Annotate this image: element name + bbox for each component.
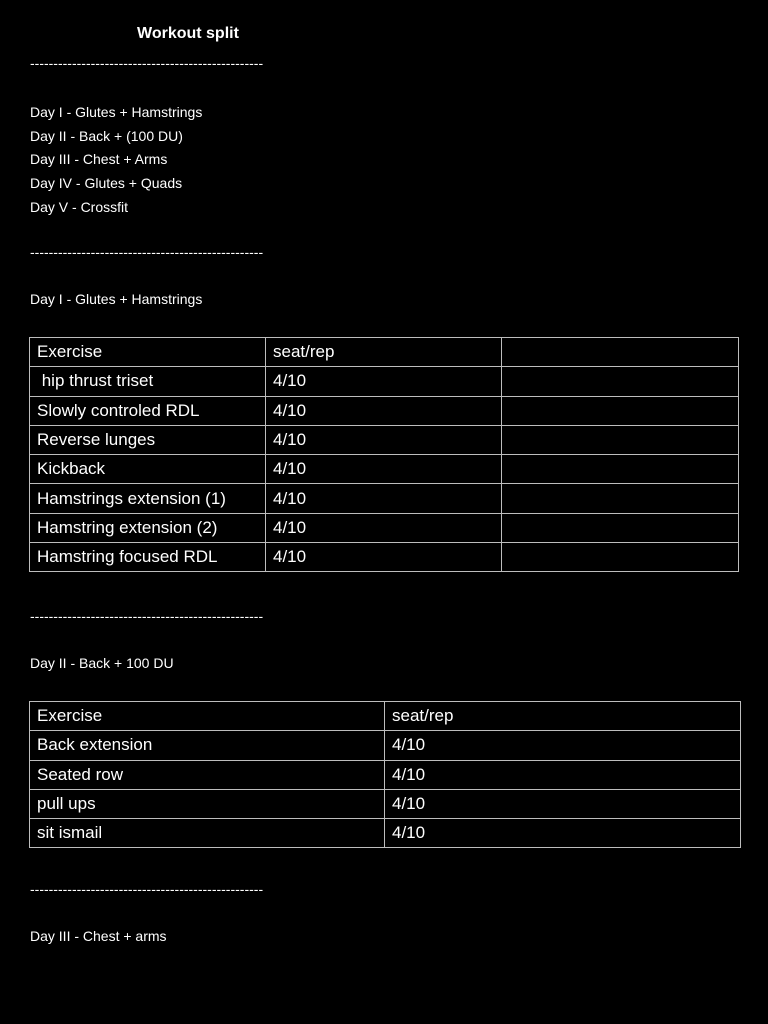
table-cell: 4/10 bbox=[385, 731, 741, 760]
split-list-item: Day IV - Glutes + Quads bbox=[30, 175, 183, 192]
table-header-row bbox=[30, 702, 741, 731]
table-cell: Hamstring focused RDL bbox=[30, 543, 266, 572]
day2-heading: Day II - Back + 100 DU bbox=[30, 655, 174, 671]
table-row bbox=[30, 367, 739, 396]
table-cell: Reverse lunges bbox=[30, 425, 266, 454]
table-cell bbox=[502, 543, 739, 572]
day1-heading: Day I - Glutes + Hamstrings bbox=[30, 291, 203, 307]
table-row bbox=[30, 543, 739, 572]
table-cell bbox=[502, 367, 739, 396]
table-cell: 4/10 bbox=[266, 425, 502, 454]
table-cell: Slowly controled RDL bbox=[30, 396, 266, 425]
divider-4: -------------------------------------------------- bbox=[30, 881, 264, 897]
table-row bbox=[30, 731, 741, 760]
day2-table bbox=[29, 701, 741, 848]
table-cell: Kickback bbox=[30, 455, 266, 484]
table-row bbox=[30, 396, 739, 425]
split-list-item: Day III - Chest + Arms bbox=[30, 151, 168, 168]
table-header-cell: Exercise bbox=[30, 338, 266, 367]
table-cell bbox=[502, 396, 739, 425]
table-cell: 4/10 bbox=[266, 455, 502, 484]
split-list-item: Day V - Crossfit bbox=[30, 198, 129, 215]
table-cell: 4/10 bbox=[266, 543, 502, 572]
table-row bbox=[30, 819, 741, 848]
table-cell: 4/10 bbox=[385, 819, 741, 848]
table-cell: 4/10 bbox=[266, 513, 502, 542]
table-cell: 4/10 bbox=[266, 484, 502, 513]
table-cell: pull ups bbox=[30, 789, 385, 818]
table-row bbox=[30, 789, 741, 818]
divider-2: -------------------------------------------------- bbox=[30, 244, 264, 260]
table-row bbox=[30, 425, 739, 454]
table-header-cell: Exercise bbox=[30, 702, 385, 731]
document-title: Workout split bbox=[137, 25, 239, 42]
table-cell bbox=[502, 425, 739, 454]
table-cell: 4/10 bbox=[266, 367, 502, 396]
table-cell: 4/10 bbox=[266, 396, 502, 425]
table-cell: Back extension bbox=[30, 731, 385, 760]
table-header-cell bbox=[502, 338, 739, 367]
day3-heading: Day III - Chest + arms bbox=[30, 928, 167, 944]
table-row bbox=[30, 455, 739, 484]
table-cell: 4/10 bbox=[385, 789, 741, 818]
table-cell: Hamstrings extension (1) bbox=[30, 484, 266, 513]
table-row bbox=[30, 484, 739, 513]
split-list-item: Day II - Back + (100 DU) bbox=[30, 127, 183, 144]
table-header-cell: seat/rep bbox=[385, 702, 741, 731]
table-row bbox=[30, 760, 741, 789]
table-cell: Seated row bbox=[30, 760, 385, 789]
table-cell bbox=[502, 455, 739, 484]
divider-3: -------------------------------------------------- bbox=[30, 608, 264, 624]
split-list-item: Day I - Glutes + Hamstrings bbox=[30, 104, 203, 120]
table-header-cell: seat/rep bbox=[266, 338, 502, 367]
table-cell: sit ismail bbox=[30, 819, 385, 848]
table-cell bbox=[502, 484, 739, 513]
table-cell bbox=[502, 513, 739, 542]
table-cell: 4/10 bbox=[385, 760, 741, 789]
table-header-row bbox=[30, 338, 739, 367]
day1-table bbox=[29, 337, 739, 572]
table-cell: Hamstring extension (2) bbox=[30, 513, 266, 542]
table-row bbox=[30, 513, 739, 542]
divider-1: -------------------------------------------------- bbox=[30, 55, 264, 71]
table-cell: hip thrust triset bbox=[30, 367, 266, 396]
split-list bbox=[30, 101, 202, 220]
